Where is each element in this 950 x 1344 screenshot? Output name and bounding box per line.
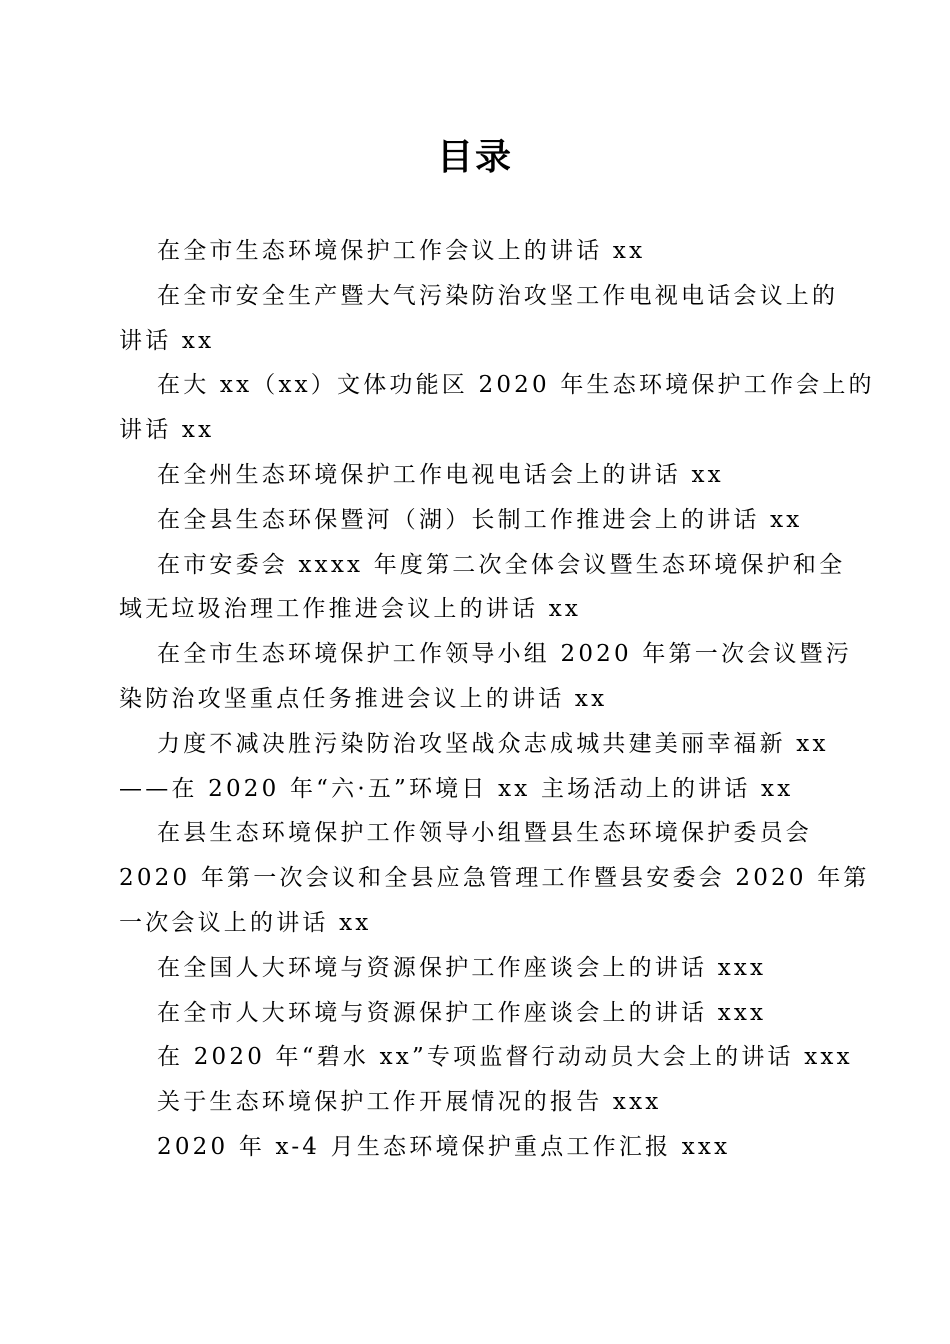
- toc-entry-line: 在全州生态环境保护工作电视电话会上的讲话 xx: [157, 461, 724, 488]
- toc-entry[interactable]: [119, 811, 870, 945]
- toc-entry-line: 域无垃圾治理工作推进会议上的讲话 xx: [119, 596, 582, 623]
- toc-entry[interactable]: [119, 274, 839, 364]
- toc-entry-line: 在全市生态环境保护工作领导小组 2020 年第一次会议暨污: [157, 641, 852, 668]
- toc-entry[interactable]: [119, 498, 835, 543]
- toc-entry-line: 在全市人大环境与资源保护工作座谈会上的讲话 xxx: [157, 999, 767, 1026]
- toc-entry[interactable]: [119, 1125, 835, 1170]
- page-title: 目录: [436, 136, 513, 178]
- toc-entry-line: ——在 2020 年“六·五”环境日 xx 主场活动上的讲话 xx: [119, 775, 794, 802]
- toc-entry-line: 力度不减决胜污染防治攻坚战众志成城共建美丽幸福新 xx: [157, 730, 829, 757]
- toc-entry[interactable]: [119, 991, 835, 1036]
- toc-entry[interactable]: [119, 632, 852, 722]
- toc-entry[interactable]: [119, 543, 846, 633]
- toc-entry-line: 讲话 xx: [119, 327, 215, 354]
- toc-entry-line: 讲话 xx: [119, 417, 215, 444]
- toc-entry-line: 染防治攻坚重点任务推进会议上的讲话 xx: [119, 685, 608, 712]
- toc-entry-line: 2020 年 x-4 月生态环境保护重点工作汇报 xxx: [157, 1133, 731, 1160]
- toc-entry-line: 在全市生态环境保护工作会议上的讲话 xx: [157, 238, 646, 264]
- toc-entry-line: 在 2020 年“碧水 xx”专项监督行动动员大会上的讲话 xxx: [157, 1044, 853, 1071]
- toc-entry[interactable]: [119, 229, 835, 274]
- toc-entry-line: 一次会议上的讲话 xx: [119, 909, 372, 936]
- toc-entry[interactable]: [119, 363, 875, 453]
- toc-entry-line: 2020 年第一次会议和全县应急管理工作暨县安委会 2020 年第: [119, 865, 870, 892]
- toc-entry[interactable]: [119, 722, 835, 812]
- toc-entry-line: 关于生态环境保护工作开展情况的报告 xxx: [157, 1089, 662, 1116]
- toc-entry-line: 在市安委会 xxxx 年度第二次全体会议暨生态环境保护和全: [157, 551, 846, 578]
- toc-entry-line: 在全市安全生产暨大气污染防治攻坚工作电视电话会议上的: [157, 282, 839, 309]
- toc-entry-line: 在全县生态环保暨河（湖）长制工作推进会上的讲话 xx: [157, 506, 803, 533]
- toc-entry-line: 在县生态环境保护工作领导小组暨县生态环境保护委员会: [157, 820, 812, 847]
- toc-entry-line: 在全国人大环境与资源保护工作座谈会上的讲话 xxx: [157, 954, 767, 981]
- toc-entry[interactable]: [119, 453, 835, 498]
- toc-entry[interactable]: [119, 946, 835, 991]
- table-of-contents: [119, 229, 875, 1170]
- toc-entry-line: 在大 xx（xx）文体功能区 2020 年生态环境保护工作会上的: [157, 372, 875, 399]
- toc-entry[interactable]: [119, 1080, 835, 1125]
- toc-entry[interactable]: [119, 1035, 853, 1080]
